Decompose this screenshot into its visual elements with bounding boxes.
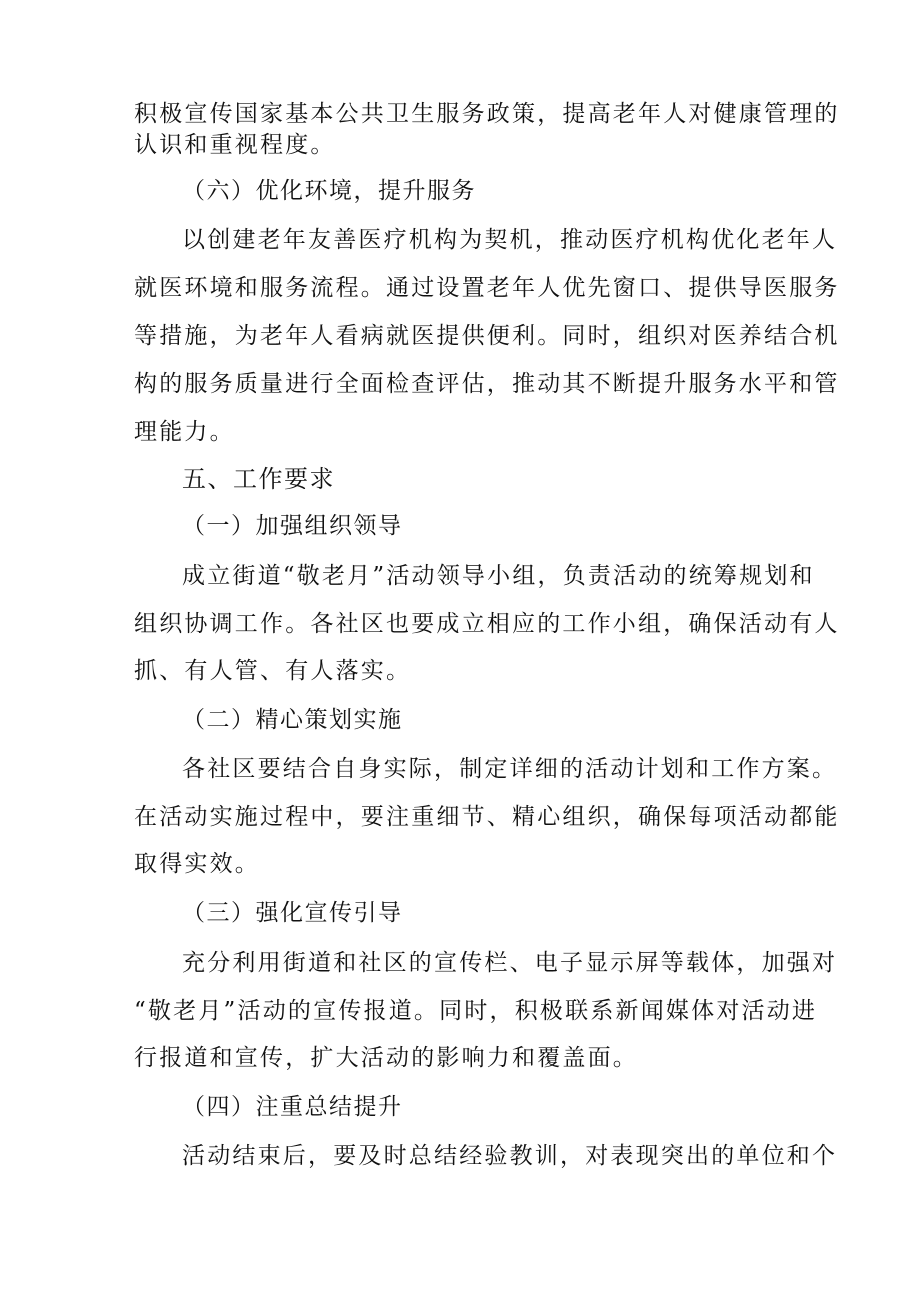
- paragraph-line: 理能力。: [134, 419, 235, 445]
- paragraph-line: 行报道和宣传，扩大活动的影响力和覆盖面。: [134, 1045, 638, 1071]
- paragraph-line: 等措施，为老年人看病就医提供便利。同时，组织对医养结合机: [134, 323, 840, 349]
- paragraph-line: 以创建老年友善医疗机构为契机，推动医疗机构优化老年人: [182, 227, 838, 253]
- paragraph-line: 抓、有人管、有人落实。: [134, 658, 412, 684]
- paragraph-line: 活动结束后，要及时总结经验教训，对表现突出的单位和个: [182, 1143, 838, 1169]
- subheading-optimize-environment: （六）优化环境，提升服务: [182, 178, 476, 204]
- subheading-careful-planning: （二）精心策划实施: [182, 707, 403, 733]
- paragraph-line: 就医环境和服务流程。通过设置老年人优先窗口、提供导医服务: [134, 275, 840, 301]
- subheading-publicity-guidance: （三）强化宣传引导: [182, 900, 403, 926]
- section-heading-work-requirements: 五、工作要求: [182, 465, 335, 493]
- paragraph-line: 组织协调工作。各社区也要成立相应的工作小组，确保活动有人: [134, 611, 840, 637]
- paragraph-line: 成立街道“敬老月”活动领导小组，负责活动的统筹规划和: [182, 563, 815, 589]
- paragraph-line: 在活动实施过程中，要注重细节、精心组织，确保每项活动都能: [134, 804, 840, 830]
- subheading-summary-improvement: （四）注重总结提升: [182, 1094, 403, 1120]
- paragraph-line: 充分利用街道和社区的宣传栏、电子显示屏等载体，加强对: [182, 950, 838, 976]
- paragraph-line: “敬老月”活动的宣传报道。同时，积极联系新闻媒体对活动进: [134, 998, 818, 1024]
- paragraph-line: 各社区要结合自身实际，制定详细的活动计划和工作方案。: [182, 756, 838, 782]
- subheading-strengthen-organization: （一）加强组织领导: [182, 513, 403, 539]
- paragraph-line: 取得实效。: [134, 851, 260, 877]
- paragraph-line: 认识和重视程度。: [134, 132, 336, 158]
- paragraph-line: 构的服务质量进行全面检查评估，推动其不断提升服务水平和管: [134, 371, 840, 397]
- paragraph-line: 积极宣传国家基本公共卫生服务政策，提高老年人对健康管理的: [134, 101, 840, 127]
